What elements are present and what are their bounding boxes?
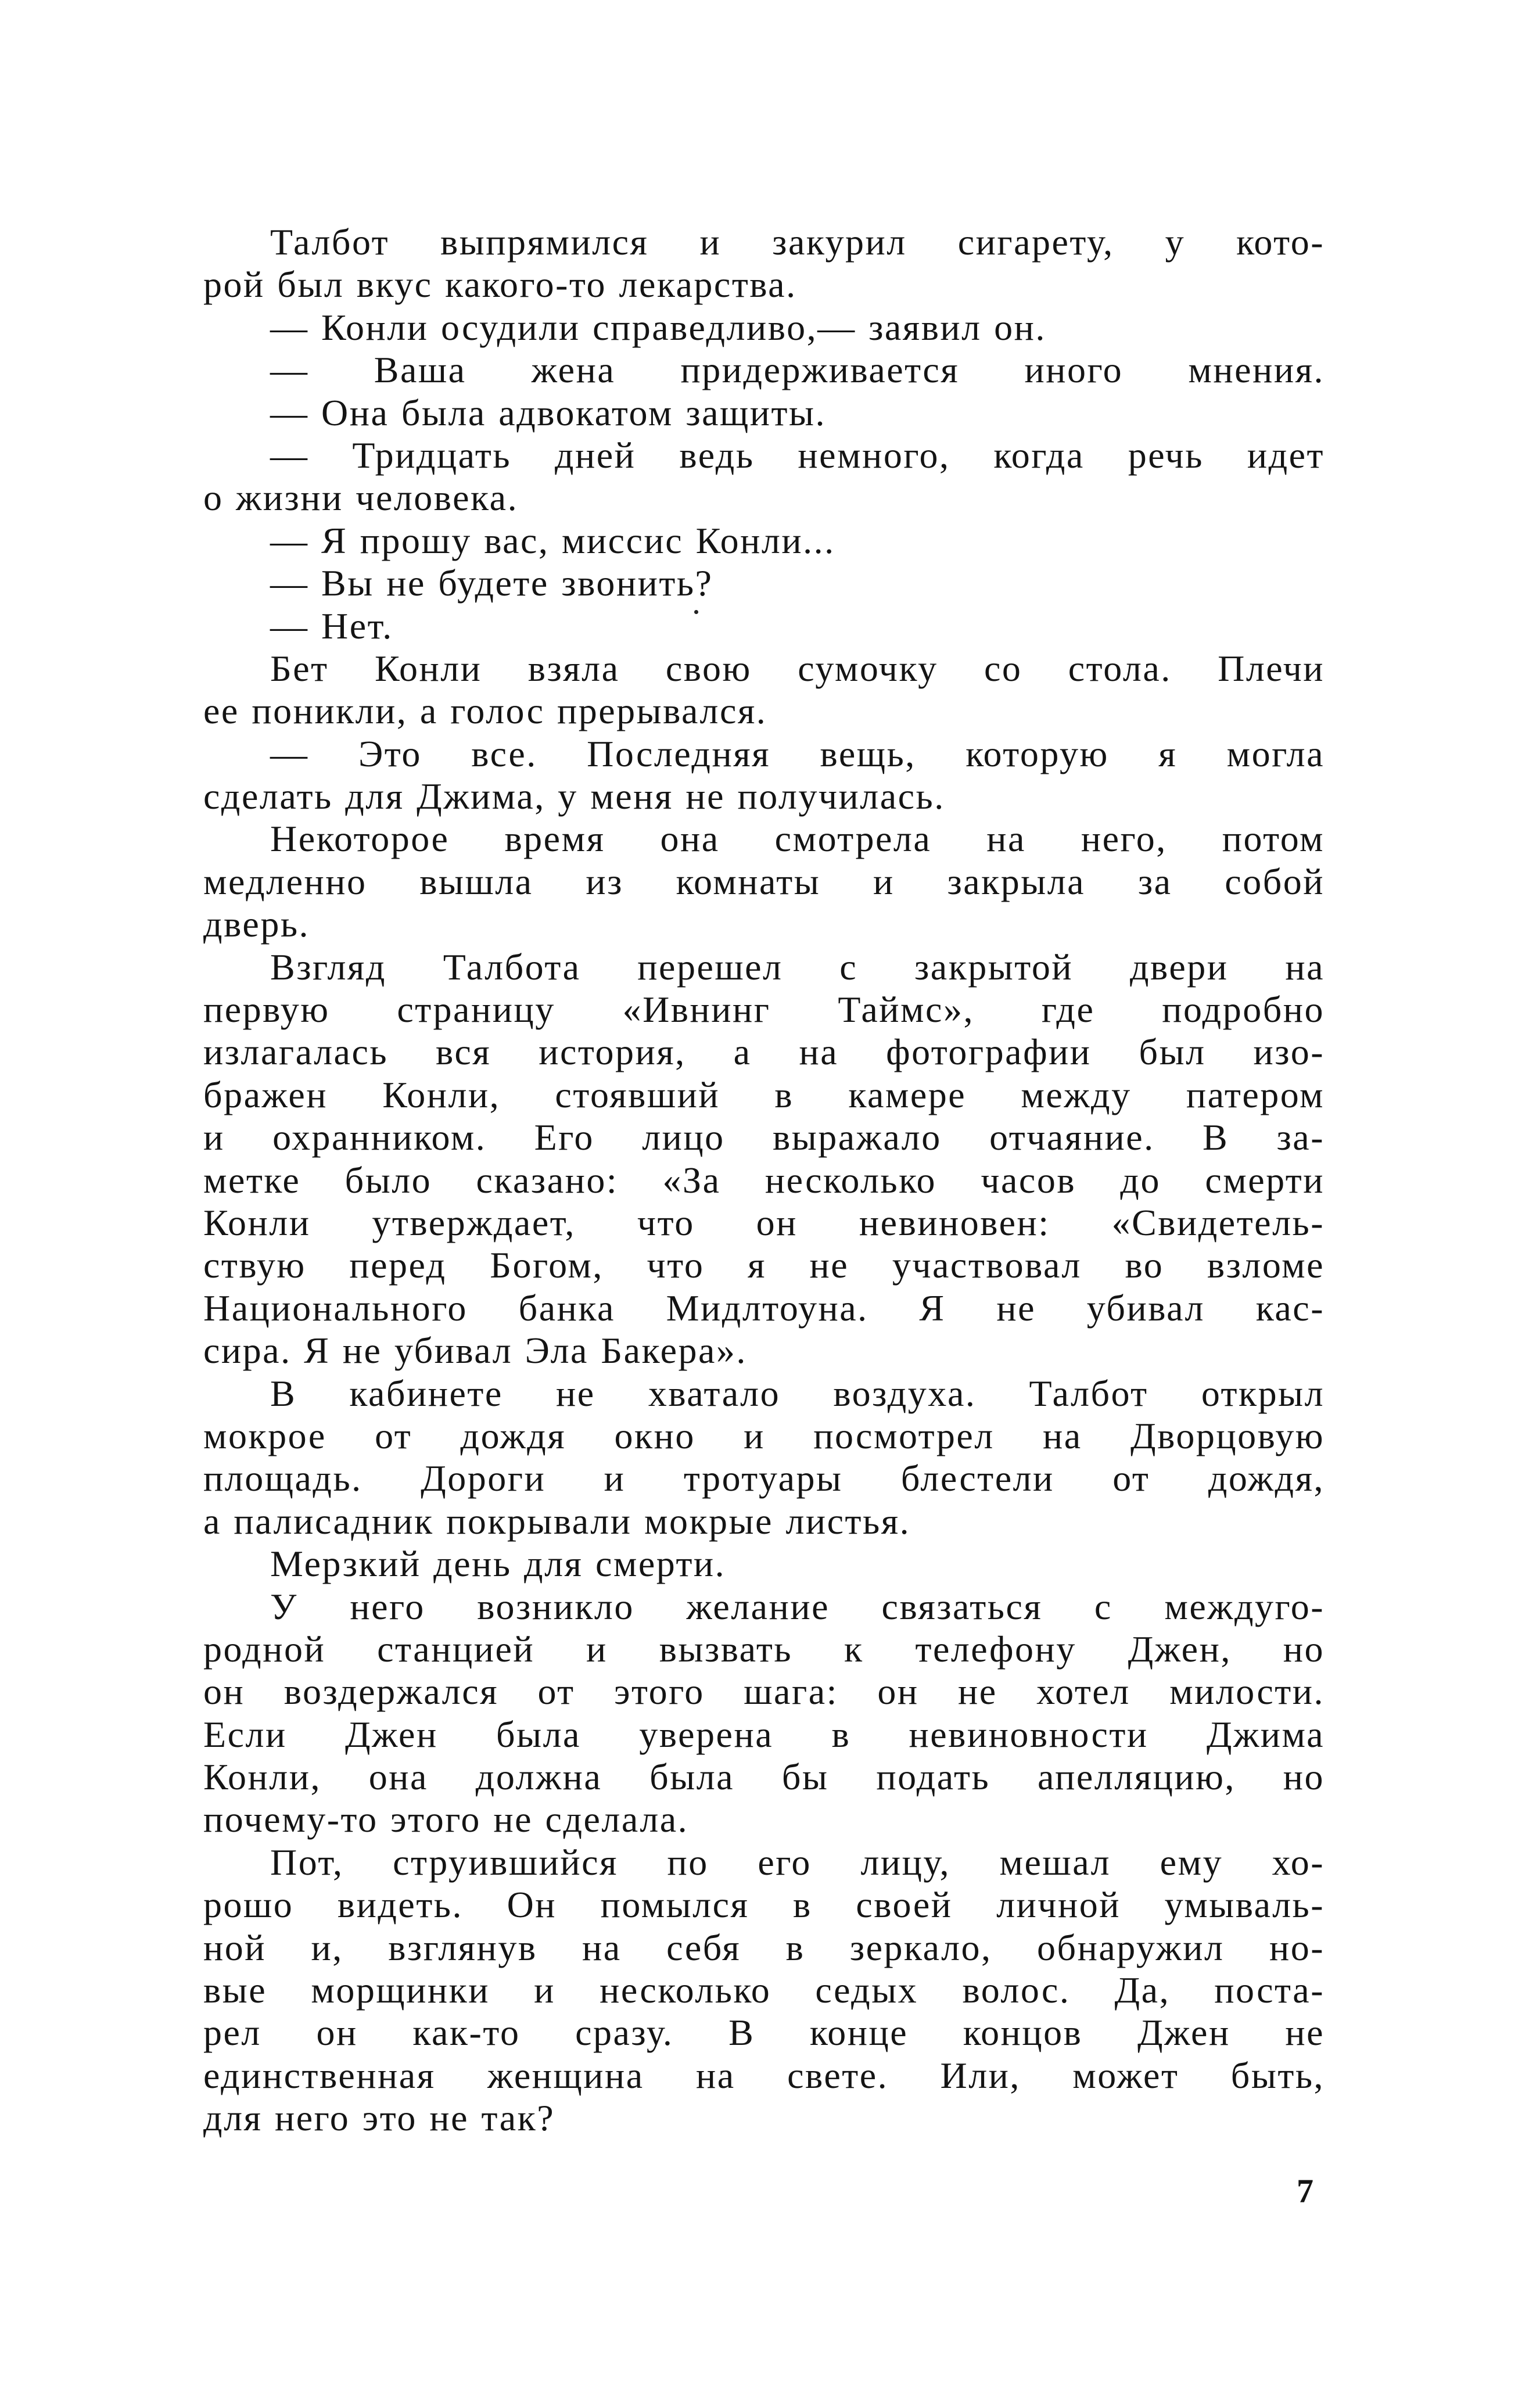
text-line: В кабинете не хватало воздуха. Талбот открыл xyxy=(270,1372,1325,1414)
text-line: — Тридцать дней ведь немного, когда речь идет xyxy=(270,434,1325,476)
text-line: медленно вышла из комнаты и закрыла за собой xyxy=(203,860,1325,902)
text-line: рошо видеть. Он помылся в своей личной умываль- xyxy=(203,1884,1325,1926)
text-line: и охранником. Его лицо выражало отчаяние. В за- xyxy=(203,1117,1325,1158)
print-speck xyxy=(694,610,698,614)
text-line: — Нет. xyxy=(270,605,393,647)
text-line: — Ваша жена придерживается иного мнения. xyxy=(270,349,1325,391)
text-line: первую страницу «Ивнинг Таймс», где подробно xyxy=(203,989,1325,1031)
text-line: а палисадник покрывали мокрые листья. xyxy=(203,1500,911,1542)
text-line: единственная женщина на свете. Или, может быть, xyxy=(203,2054,1325,2096)
text-line: Если Джен была уверена в невиновности Джима xyxy=(203,1713,1325,1755)
text-line: рой был вкус какого-то лекарства. xyxy=(203,264,797,306)
text-line: сделать для Джима, у меня не получилась. xyxy=(203,776,945,817)
page-text xyxy=(203,221,1325,2140)
text-line: ствую перед Богом, что я не участвовал во взломе xyxy=(203,1244,1325,1286)
text-line: Конли утверждает, что он невиновен: «Свидетель- xyxy=(203,1201,1325,1243)
text-line: Взгляд Талбота перешел с закрытой двери на xyxy=(270,946,1325,988)
text-line: — Она была адвокатом защиты. xyxy=(270,392,826,433)
text-line: бражен Конли, стоявший в камере между патером xyxy=(203,1074,1325,1115)
text-line: — Вы не будете звонить? xyxy=(270,562,713,604)
text-line: родной станцией и вызвать к телефону Джен, но xyxy=(203,1628,1325,1670)
book-page xyxy=(203,221,1325,2140)
page-number: 7 xyxy=(1297,2172,1313,2210)
text-line: для него это не так? xyxy=(203,2097,555,2139)
text-line: ее поникли, а голос прерывался. xyxy=(203,690,767,732)
text-line: — Это все. Последняя вещь, которую я могла xyxy=(270,733,1325,774)
text-line: дверь. xyxy=(203,903,310,945)
text-line: площадь. Дороги и тротуары блестели от дождя, xyxy=(203,1458,1325,1499)
text-line: рел он как-то сразу. В конце концов Джен не xyxy=(203,2012,1325,2054)
text-line: Бет Конли взяла свою сумочку со стола. Плечи xyxy=(270,647,1325,689)
text-line: метке было сказано: «За несколько часов до смерти xyxy=(203,1159,1325,1201)
text-line: — Я прошу вас, миссис Конли... xyxy=(270,519,835,561)
text-line: — Конли осудили справедливо,— заявил он. xyxy=(270,306,1046,348)
text-line: излагалась вся история, а на фотографии был изо- xyxy=(203,1031,1325,1073)
text-line: он воздержался от этого шага: он не хотел милости. xyxy=(203,1671,1325,1713)
text-line: о жизни человека. xyxy=(203,477,519,519)
text-line: ной и, взглянув на себя в зеркало, обнаружил но- xyxy=(203,1926,1325,1968)
text-line: сира. Я не убивал Эла Бакера». xyxy=(203,1330,747,1372)
text-line: Некоторое время она смотрела на него, потом xyxy=(270,818,1325,860)
text-line: Национального банка Мидлтоуна. Я не убивал кас- xyxy=(203,1287,1325,1329)
text-line: Мерзкий день для смерти. xyxy=(270,1543,726,1585)
text-line: Талбот выпрямился и закурил сигарету, у кото- xyxy=(270,221,1325,263)
text-line: У него возникло желание связаться с междуго- xyxy=(270,1585,1325,1627)
text-line: вые морщинки и несколько седых волос. Да, поста- xyxy=(203,1969,1325,2011)
text-line: Конли, она должна была бы подать апелляцию, но xyxy=(203,1756,1325,1798)
text-line: почему-то этого не сделала. xyxy=(203,1799,689,1840)
text-line: Пот, струившийся по его лицу, мешал ему хо- xyxy=(270,1841,1325,1883)
text-line: мокрое от дождя окно и посмотрел на Дворцовую xyxy=(203,1415,1325,1456)
